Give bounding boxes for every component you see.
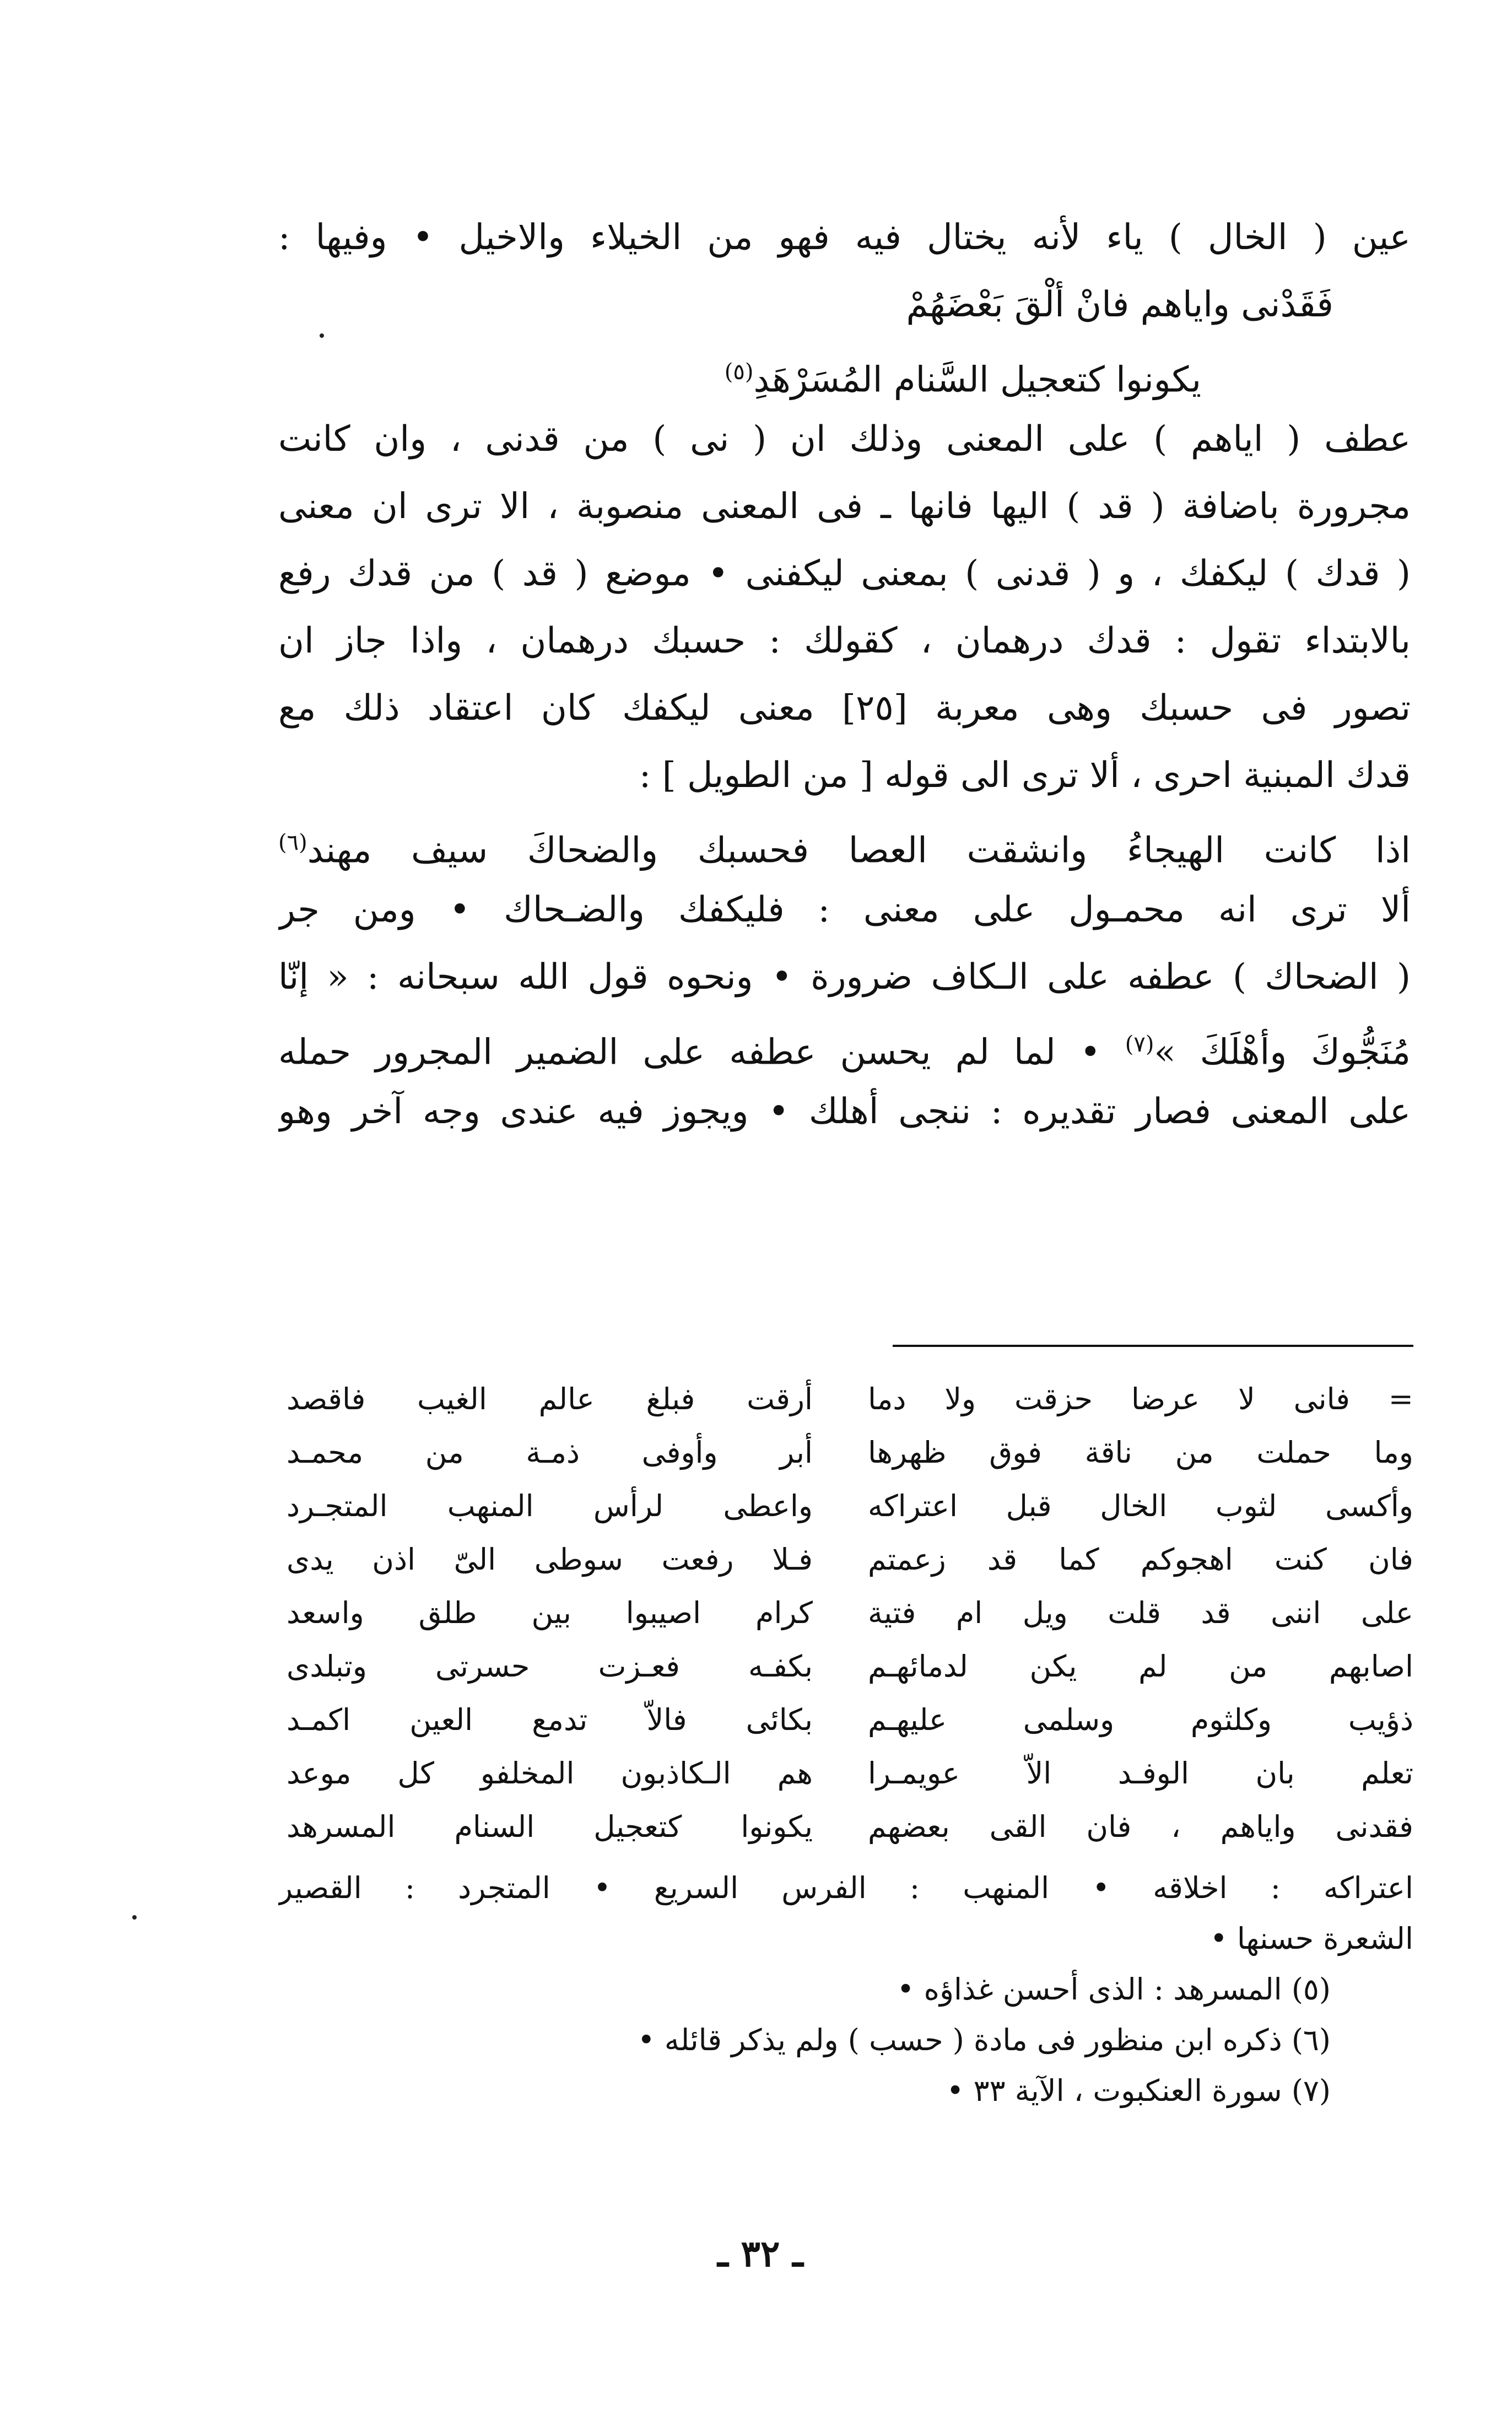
poem-right-line: ذؤيب وكلثوم وسلمى عليهـم (868, 1702, 1413, 1737)
text-line-9: قدك المبنية احرى ، ألا ترى الى قوله [ من الطويل ] : (639, 755, 1411, 796)
quran-quote: مُنَجُّوكَ وأهْلَكَ » (1154, 1032, 1411, 1073)
main-text (278, 204, 1411, 1145)
page-number: ـ ٣٢ ـ (717, 2232, 803, 2275)
poem-left-line: هم الـكاذبون المخلفو كل موعد (287, 1756, 813, 1791)
footnote-ref-7: (٧) (1125, 1032, 1154, 1057)
scan-speck (132, 1915, 137, 1920)
text-line-13-rest: • لما لم يحسن عطفه على الضمير المجرور حمله (278, 1032, 1101, 1073)
text-line-4: عطف ( اياهم ) على المعنى وذلك ان ( نى ) من قدنى ، وان كانت (278, 419, 1411, 460)
poem-right-line: وما حملت من ناقة فوق ظهرها (868, 1435, 1413, 1470)
footnotes (278, 1863, 1413, 2116)
text-line-12: ( الضحاك ) عطفه على الـكاف ضرورة • ونحوه قول الله سبحانه : « إنّا (278, 957, 1411, 998)
text-line-8: تصور فى حسبك وهى معربة [٢٥] معنى ليكفك كان اعتقاد ذلك مع (278, 688, 1411, 729)
poem-right-line: تعلم بان الوفـد الاّ عويمـرا (868, 1756, 1413, 1791)
quoted-verse (278, 809, 1411, 876)
footnote-ref-6: (٦) (278, 830, 307, 855)
text-line-1: عين ( الخال ) ياء لأنه يختال فيه فهو من الخيلاء والاخيل • وفيها : (278, 217, 1411, 258)
poem-right-line: وأكسى لثوب الخال قبل اعتراكه (868, 1489, 1413, 1523)
poem-left-line: كرام اصيبوا بين طلق واسعد (287, 1595, 813, 1630)
verse-line-2-text: يكونوا كتعجيل السَّنام المُسَرْهَدِ (753, 359, 1201, 401)
poem-left-column (287, 1372, 813, 1853)
scan-speck (320, 333, 324, 338)
poem-right-line: فقدنى واياهم ، فان القى بعضهم (868, 1809, 1413, 1844)
poem-right-column (868, 1372, 1413, 1853)
text-line-11: ألا ترى انه محمـول على معنى : فليكفك والضـحاك • ومن جر (278, 890, 1411, 930)
poem-right-line: = فانى لا عرضا حزقت ولا دما (868, 1382, 1413, 1416)
poem-left-line: بكفـه فعـزت حسرتى وتبلدى (287, 1649, 813, 1684)
poem-left-line: واعطى لرأس المنهب المتجـرد (287, 1489, 813, 1523)
poem-right-line: فان كنت اهجوكم كما قد زعمتم (868, 1542, 1413, 1577)
quoted-verse-text: اذا كانت الهيجاءُ وانشقت العصا فحسبك والضحاكَ سيف مهند (307, 830, 1411, 871)
footnote-separator (893, 1345, 1413, 1347)
text-line-5: مجرورة باضافة ( قد ) اليها فانها ـ فى المعنى منصوبة ، الا ترى ان معنى (278, 486, 1411, 527)
poem-left-line: أرقت فبلغ عالم الغيب فاقصد (287, 1382, 813, 1416)
gloss-line-1: اعتراكه : اخلاقه • المنهب : الفرس السريع • المتجرد : القصير (278, 1871, 1413, 1905)
verse-line-1: فَقَدْنى واياهم فانْ ألْقَ بَعْضَهُمْ (906, 284, 1333, 325)
poem-left-line: يكونوا كتعجيل السنام المسرهد (287, 1809, 813, 1844)
footnote-ref-5: (٥) (724, 359, 754, 385)
poem-right-line: اصابهم من لم يكن لدمائهـم (868, 1649, 1413, 1684)
text-line-6: ( قدك ) ليكفك ، و ( قدنى ) بمعنى ليكفنى • موضع ( قد ) من قدك رفع (278, 553, 1411, 594)
text-line-14: على المعنى فصار تقديره : ننجى أهلك • ويجوز فيه عندى وجه آخر وهو (278, 1091, 1411, 1132)
text-line-7: بالابتداء تقول : قدك درهمان ، كقولك : حسبك درهمان ، واذا جاز ان (278, 621, 1411, 661)
poem-right-line: على اننى قد قلت ويل ام فتية (868, 1595, 1413, 1630)
poem-left-line: أبر وأوفى ذمـة من محمـد (287, 1435, 813, 1470)
footnote-5: (٥) المسرهد : الذى أحسن غذاؤه • (897, 1972, 1331, 2007)
poem-left-line: فـلا رفعت سوطى الىّ اذن يدى (287, 1542, 813, 1577)
footnote-7: (٧) سورة العنكبوت ، الآية ٣٣ • (946, 2073, 1331, 2108)
poem-left-line: بكائى فالاّ تدمع العين اكمـد (287, 1702, 813, 1737)
text-line-13 (278, 1011, 1411, 1078)
gloss-line-2: الشعرة حسنها • (1209, 1921, 1413, 1956)
verse-line-2 (278, 338, 1411, 406)
footnote-6: (٦) ذكره ابن منظور فى مادة ( حسب ) ولم يذكر قائله • (637, 2023, 1331, 2057)
